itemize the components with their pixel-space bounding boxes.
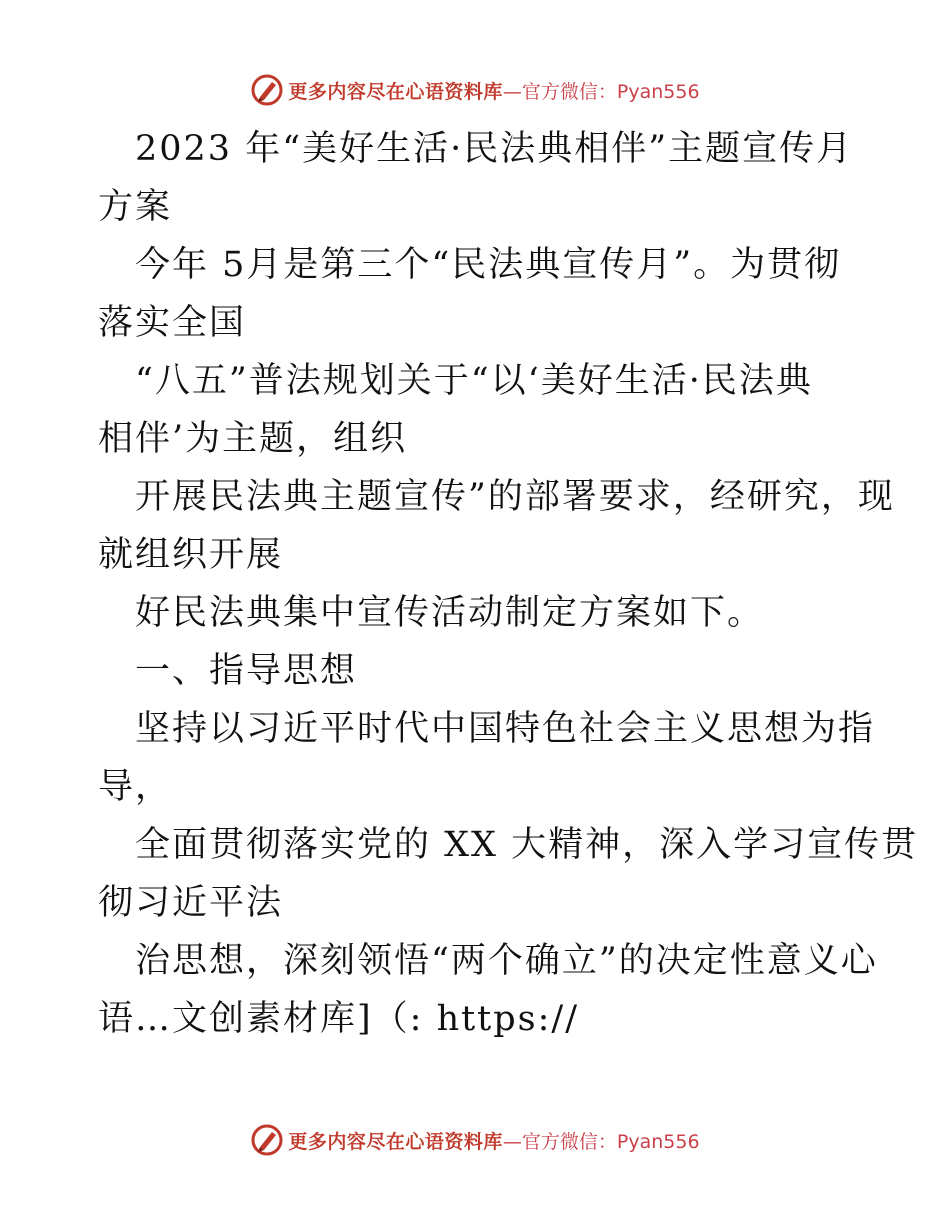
- text-line: 今年 5月是第三个“民法典宣传月”。为贯彻: [135, 245, 842, 285]
- text-line: 全面贯彻落实党的 XX 大精神，深入学习宣传贯: [135, 825, 919, 865]
- footer-watermark-banner: [0, 1120, 950, 1160]
- text-line: 落实全国: [98, 303, 247, 343]
- text-line: 好民法典集中宣传活动制定方案如下。: [135, 593, 765, 633]
- text-line: “八五”普法规划关于“以‘美好生活·民法典: [135, 361, 813, 401]
- header-watermark-banner: [0, 70, 950, 110]
- pen-logo-icon: [250, 73, 284, 107]
- banner-sub-text: —官方微信：Pyan556: [502, 80, 700, 103]
- text-line: 彻习近平法: [98, 883, 284, 923]
- text-line: 语…文创素材库]（: https://: [98, 999, 579, 1039]
- text-line: 相伴’为主题，组织: [98, 419, 408, 459]
- banner-main-text: 更多内容尽在心语资料库: [288, 1130, 503, 1153]
- text-line: 治思想，深刻领悟“两个确立”的决定性意义心: [135, 941, 878, 981]
- text-line: 2023 年“美好生活·民法典相伴”主题宣传月: [135, 129, 854, 169]
- section-heading: 一、指导思想: [135, 651, 358, 691]
- text-line: 开展民法典主题宣传”的部署要求，经研究，现: [135, 477, 895, 517]
- pen-logo-icon: [250, 1123, 284, 1157]
- banner-main-text: 更多内容尽在心语资料库: [288, 80, 503, 103]
- banner-sub-text: —官方微信：Pyan556: [502, 1130, 700, 1153]
- text-line: 导，: [98, 767, 173, 807]
- text-line: 就组织开展: [98, 535, 284, 575]
- document-body: [98, 120, 919, 1048]
- text-line: 坚持以习近平时代中国特色社会主义思想为指: [135, 709, 876, 749]
- text-line: 方案: [98, 187, 173, 227]
